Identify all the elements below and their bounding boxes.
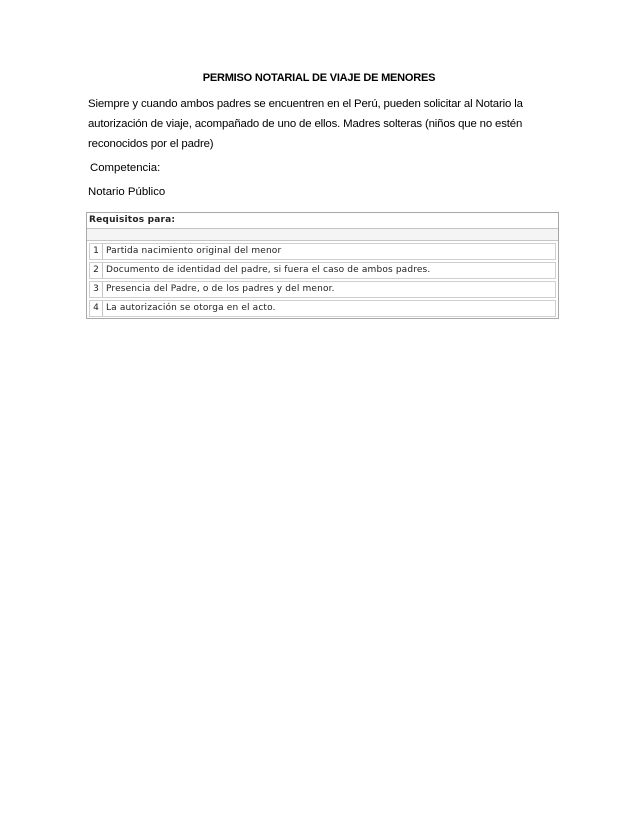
row-text: Documento de identidad del padre, si fuera el caso de ambos padres.	[106, 265, 431, 275]
row-text: Partida nacimiento original del menor	[106, 246, 282, 256]
table-row	[89, 243, 556, 260]
document-title: PERMISO NOTARIAL DE VIAJE DE MENORES	[202, 72, 436, 84]
table-row	[89, 300, 556, 317]
intro-paragraph: Siempre y cuando ambos padres se encuentren en el Perú, pueden solicitar al Notario la autorización de viaje, acompañado de uno de ellos. Madres solteras (niños que no estén reconocidos por el padre)	[88, 98, 523, 150]
row-number: 3	[90, 282, 103, 297]
requisitos-table	[86, 212, 559, 319]
table-row	[89, 262, 556, 279]
competencia-label: Competencia:	[90, 162, 161, 174]
row-text: La autorización se otorga en el acto.	[106, 303, 276, 313]
row-text: Presencia del Padre, o de los padres y del menor.	[106, 284, 335, 294]
row-number: 2	[90, 263, 103, 278]
requisitos-header: Requisitos para:	[87, 213, 558, 229]
requisitos-spacer-row	[87, 229, 558, 241]
table-row	[89, 281, 556, 298]
row-number: 4	[90, 301, 103, 316]
row-number: 1	[90, 244, 103, 259]
competencia-value: Notario Público	[88, 186, 166, 198]
